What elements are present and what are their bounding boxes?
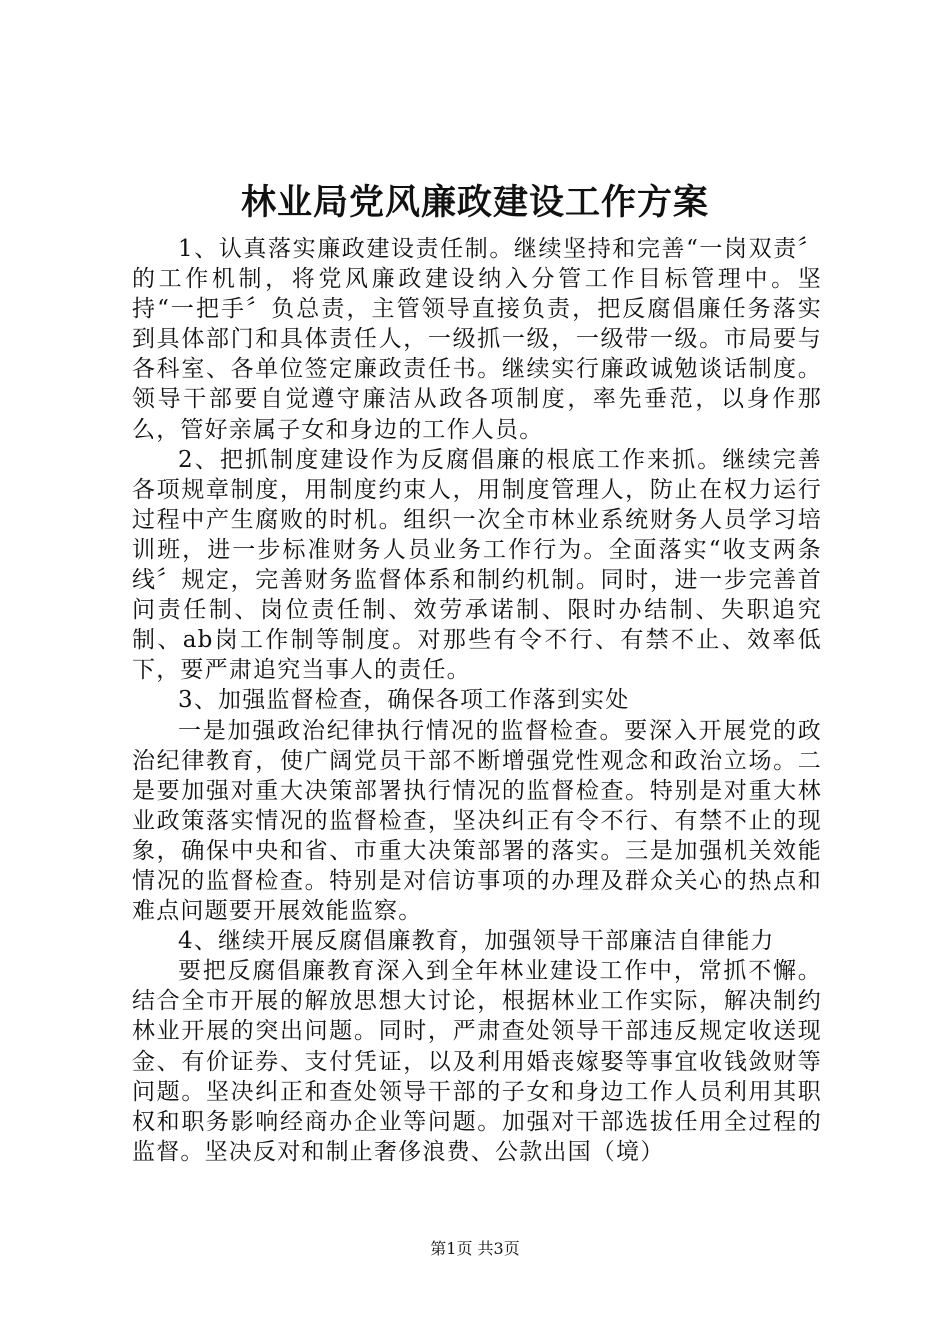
- paragraph-1: 1、认真落实廉政建设责任制。继续坚持和完善“一岗双责〞的工作机制，将党风廉政建设纳入分管工作目标管理中。坚持“一把手〞负总责，主管领导直接负责，把反腐倡廉任务落实到具体部门和具体责任人，一级抓一级，一级带一级。市局要与各科室、各单位签定廉政责任书。继续实行廉政诚勉谈话制度。领导干部要自觉遵守廉洁从政各项制度，率先垂范，以身作那么，管好亲属子女和身边的工作人员。: [132, 236, 822, 443]
- document-body: [132, 234, 822, 1167]
- document-title: 林业局党风廉政建设工作方案: [240, 183, 709, 223]
- paragraph-2: 2、把抓制度建设作为反腐倡廉的根底工作来抓。继续完善各项规章制度，用制度约束人，用制度管理人，防止在权力运行过程中产生腐败的时机。组织一次全市林业系统财务人员学习培训班，进一步标准财务人员业务工作行为。全面落实“收支两条线〞规定，完善财务监督体系和制约机制。同时，进一步完善首问责任制、岗位责任制、效劳承诺制、限时办结制、失职追究制、ab岗工作制等制度。对那些有令不行、有禁不止、效率低下，要严肃追究当事人的责任。: [132, 446, 822, 684]
- paragraph-4: 要把反腐倡廉教育深入到全年林业建设工作中，常抓不懈。结合全市开展的解放思想大讨论，根据林业工作实际，解决制约林业开展的突出问题。同时，严肃查处领导干部违反规定收送现金、有价证券、支付凭证，以及利用婚丧嫁娶等事宜收钱敛财等问题。坚决纠正和查处领导干部的子女和身边工作人员利用其职权和职务影响经商办企业等问题。加强对干部选拔任用全过程的监督。坚决反对和制止奢侈浪费、公款出国（境）: [132, 958, 822, 1165]
- section-heading-4: 4、继续开展反腐倡廉教育，加强领导干部廉洁自律能力: [178, 928, 775, 955]
- section-heading-3: 3、加强监督检查，确保各项工作落到实处: [178, 687, 630, 714]
- paragraph-3: 一是加强政治纪律执行情况的监督检查。要深入开展党的政治纪律教育，使广阔党员干部不断增强党性观念和政治立场。二是要加强对重大决策部署执行情况的监督检查。特别是对重大林业政策落实情况的监督检查，坚决纠正有令不行、有禁不止的现象，确保中央和省、市重大决策部署的落实。三是加强机关效能情况的监督检查。特别是对信访事项的办理及群众关心的热点和难点问题要开展效能监察。: [132, 717, 822, 925]
- page-number-footer: 第1页 共3页: [430, 1239, 520, 1258]
